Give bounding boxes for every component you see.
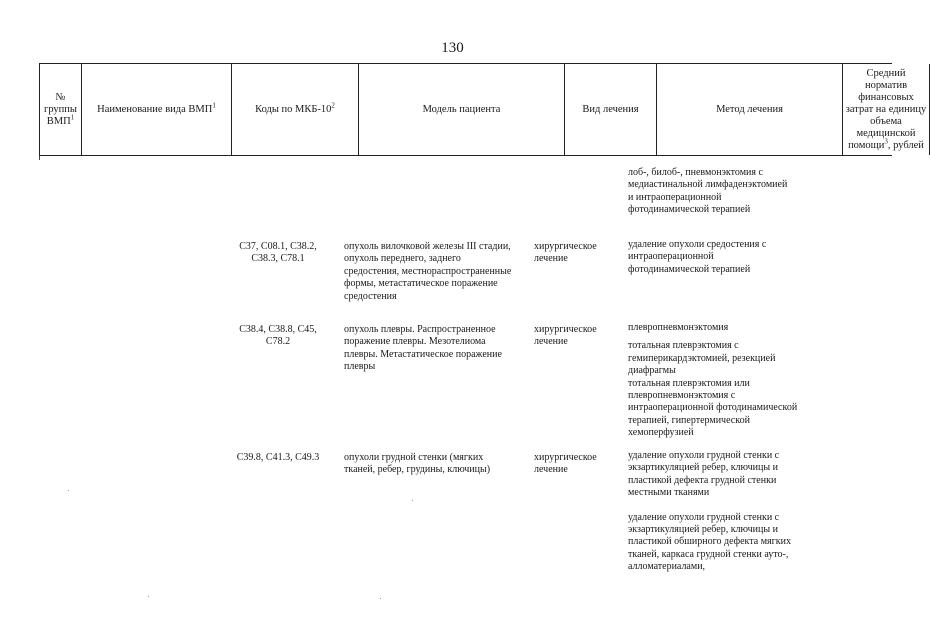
patient-model-cell: опухоль плевры. Распространенное поражение плевры. Мезотелиома плевры. Метастатическое поражение плевры	[344, 324, 502, 373]
method-cell	[628, 450, 798, 574]
codes-cell: C37, C08.1, C38.2, C38.3, C78.1	[239, 241, 317, 265]
header-patient-model-label: Модель пациента	[422, 103, 501, 115]
method-item: тотальная плеврэктомия или плевропневмонэктомия с интраоперационной фотодинамической терапией, гипертермической хемоперфузией	[628, 377, 798, 439]
method-cell	[628, 167, 793, 217]
method-cell	[628, 239, 793, 276]
header-cost-norm-footnote: 3	[884, 137, 888, 145]
header-vmp-type	[81, 64, 231, 155]
method-item: плевропневмонэктомия	[628, 322, 729, 333]
method-cell	[628, 322, 798, 440]
treatment-type-cell: хирургическое лечение	[534, 452, 597, 476]
method-item: тотальная плеврэктомия с гемиперикардэктомией, резекцией диафрагмы	[628, 340, 776, 377]
header-treatment-type-label: Вид лечения	[582, 103, 639, 115]
codes-cell: C38.4, C38.8, C45, C78.2	[239, 324, 317, 348]
method-item: удаление опухоли грудной стенки с экзартикуляцией ребер, ключицы и пластикой обширного дефекта мягких тканей, каркаса грудной стенки ауто-, алломатериалами,	[628, 511, 791, 573]
patient-model-cell: опухоль вилочковой железы III стадии, опухоль переднего, заднего средостения, местнораспространенные формы, метастатическое поражение средостения	[344, 241, 512, 302]
codes-cell: C39.8, C41.3, C49.3	[236, 452, 320, 463]
header-icd-codes-label: Коды по МКБ-10	[255, 103, 332, 115]
method-item: удаление опухоли грудной стенки с экзартикуляцией ребер, ключицы и пластикой дефекта грудной стенки местными тканями	[628, 450, 780, 499]
header-treatment-method-label: Метод лечения	[716, 103, 783, 115]
header-vmp-type-footnote: 1	[212, 101, 216, 109]
column-rule-stub	[39, 156, 40, 160]
page-number: 130	[441, 40, 464, 56]
method-item: лоб-, билоб-, пневмонэктомия с медиастинальной лимфаденэктомией и интраоперационной фотодинамической терапией	[628, 167, 788, 216]
header-treatment-type	[564, 64, 656, 155]
header-vmp-type-label: Наименование вида ВМП	[97, 103, 213, 115]
header-group-no	[39, 64, 81, 155]
scan-speck	[380, 598, 381, 599]
header-cost-norm-label: Средний норматив финансовых затрат на единицу объема медицинской помощи	[845, 67, 927, 151]
header-icd-codes	[231, 64, 358, 155]
header-cost-norm-tail: , рублей	[887, 139, 924, 151]
header-group-no-label: № группы ВМП	[44, 91, 77, 127]
treatment-type-cell: хирургическое лечение	[534, 241, 597, 265]
table-header	[39, 63, 927, 156]
scan-speck	[68, 490, 69, 491]
patient-model-cell: опухоли грудной стенки (мягких тканей, ребер, грудины, ключицы)	[344, 452, 491, 476]
header-icd-codes-footnote: 2	[331, 101, 335, 109]
header-cost-norm	[842, 64, 930, 155]
method-item: удаление опухоли средостения с интраоперационной фотодинамической терапией	[628, 239, 767, 275]
treatment-type-cell: хирургическое лечение	[534, 324, 597, 348]
scan-speck	[148, 596, 149, 597]
header-treatment-method	[656, 64, 842, 155]
scan-speck	[412, 500, 413, 501]
header-group-no-footnote: 1	[70, 113, 75, 121]
header-patient-model	[358, 64, 564, 155]
